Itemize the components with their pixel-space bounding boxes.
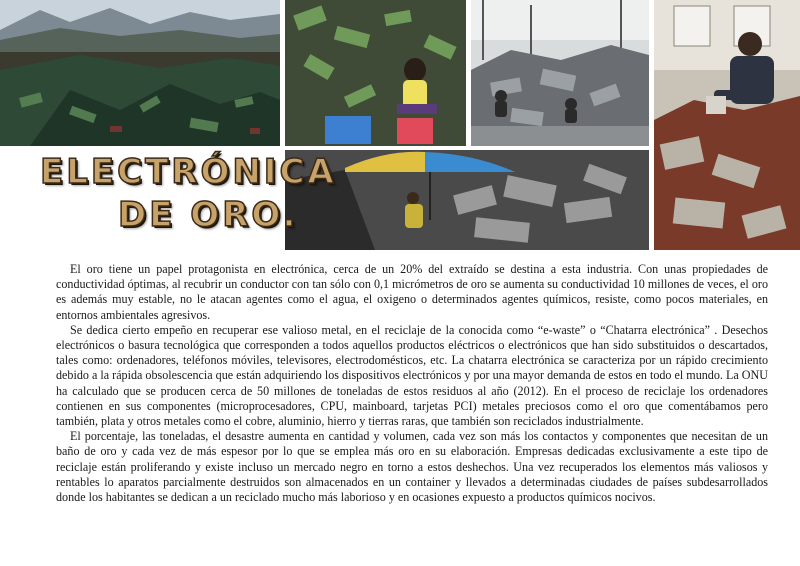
photo-workers-ewaste-field [471,0,649,146]
photo-umbrella-scrap-heap [285,150,649,250]
article-paragraph-2: Se dedica cierto empeño en recuperar ese valioso metal, en el reciclaje de la conocida como “e-waste” o “Chatarra electrónica” . Desechos electrónicos o basura tecnológica que corresponden a todos aquellos productos eléctricos o electrónicos que han sido substituidos o descartados, tales como: ordenadores, teléfonos móviles, televisores, electrodomésticos, etc. La chatarra electrónica se caracteriza por un rápido crecimiento debido a la rápida obsolescencia que están adquiriendo los dispositivos electrónicos y por una mayor demanda de estos en todo el mundo. La ONU ha calculado que se producen cerca de 50 millones de toneladas de estos residuos al año (2012). En el proceso de reciclaje los ordenadores contienen en sus componentes (microprocesadores, CPU, mainboard, tarjetas PCI) metales preciosos como el oro que comentábamos pero también, plata y otros metales como el cobre, aluminio, hierro y tierras raras, que también son reciclados industrialmente. [56,322,768,429]
photo-man-crouching-scrap [654,0,800,250]
photo-worker-sorting-boards [285,0,466,146]
article-paragraph-1: El oro tiene un papel protagonista en electrónica, cerca de un 20% del extraído se destina a esta industria. Con unas propiedades de conductividad óptimas, al recubrir un conductor con tan sólo con 0,1 micrómetros de oro se aumenta su conductividad 10 millones de veces, el oro es además muy estable, no le atacan agentes como el agua, el oxigeno o determinados agentes químicos, resiste, como pocos materiales, en entornos ambientales agresivos. [56,262,768,322]
title-line-1: ELECTRÓNICA [40,152,337,192]
title-line-2: DE ORO. [118,195,299,235]
article-body [56,262,768,505]
article-paragraph-3: El porcentaje, las toneladas, el desastre aumenta en cantidad y volumen, cada vez son más los contactos y componentes que necesitan de un baño de oro y cada vez de más espesor por lo que se emplea más oro en su elaboración. Empresas dedicadas exclusivamente a este tipo de reciclaje están proliferando y existe incluso un mercado negro en torno a estos deshechos. Una vez recuperados los elementos más valiosos y rentables lo aparatos parcialmente destruidos son almacenados en un container y llevados a determinadas ciudades de países subdesarrollados donde los habitantes se dedican a un reciclado mucho más laborioso y en ocasiones expuesto a productos químicos nocivos. [56,429,768,505]
photo-circuit-board-heaps [0,0,280,146]
